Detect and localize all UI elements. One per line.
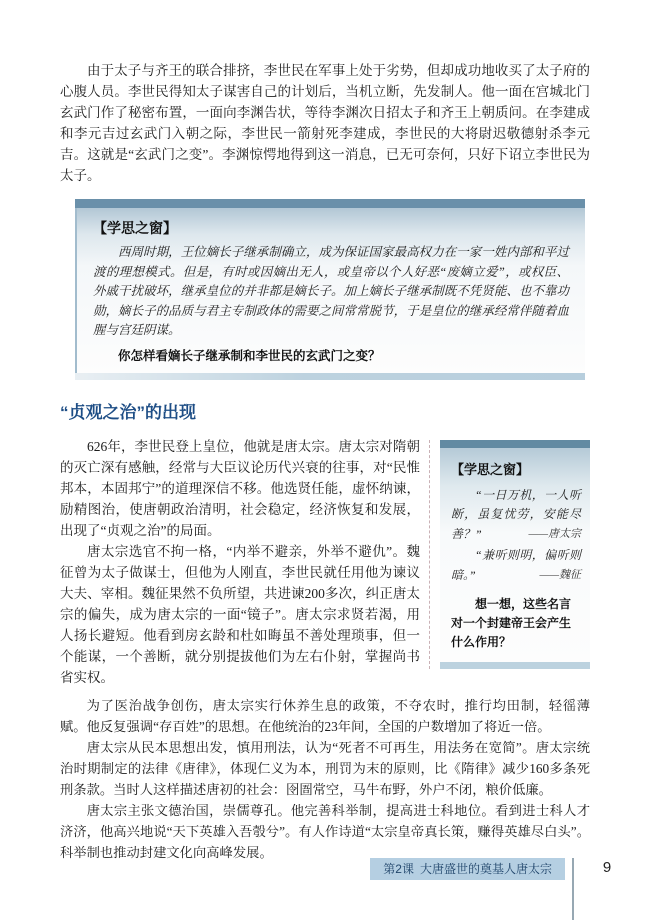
box-top-bar [75, 199, 585, 208]
quote-tang-taizong [451, 486, 581, 545]
section-paragraph: 唐太宗选官不拘一格，“内举不避亲，外举不避仇”。魏征曾为太子做谋士，但他为人刚直，李世民就任用他为谏议大夫、宰相。魏征果然不负所望，共进谏200多次，纠正唐太宗的偏失，成为唐太宗的一面“镜子”。唐太宗求贤若渴，用人扬长避短。他看到房玄龄和杜如晦虽不善处理琐事，但一个能谋，一个善断，就分别提拔他们为左右仆射，掌握尚书省实权。 [60, 543, 420, 685]
quote-author: ——唐太宗 [528, 527, 581, 540]
section-body [60, 436, 590, 688]
box-question: 你怎样看嫡长子继承制和李世民的玄武门之变？ [118, 348, 381, 363]
page-number: 9 [602, 859, 612, 876]
box-title: 【学思之窗】 [93, 220, 177, 236]
box-bottom-bar [75, 373, 585, 380]
quote-text: “一日万机，一人听断，虽复忧劳，安能尽善？” [451, 487, 581, 541]
sidebar-title: 【学思之窗】 [451, 461, 530, 477]
sidebar-body [440, 448, 590, 663]
body-paragraph: 唐太宗主张文德治国，崇儒尊孔。他完善科举制，提高进士科地位。看到进士科人才济济，他高兴地说“天下英雄入吾彀兮”。有人作诗道“太宗皇帝真长策，赚得英雄尽白头”。科举制也推动封建文化向高峰发展。 [60, 802, 590, 860]
section-heading: “贞观之治”的出现 [60, 402, 196, 422]
footer-divider-line [572, 858, 574, 920]
intro-paragraph: 由于太子与齐王的联合排挤，李世民在军事上处于劣势，但却成功地收买了太子府的心腹人员。李世民得知太子谋害自己的计划后，当机立断，先发制人。他一面在宫城北门玄武门作了秘密布置，一面向李渊告状，等待李渊次日招太子和齐王上朝质问。在李建成和李元吉过玄武门入朝之际，李世民一箭射死李建成，李世民的大将尉迟敬德射杀李元吉。这就是“玄武门之变”。李渊惊愕地得到这一消息，已无可奈何，只好下诏立李世民为太子。 [60, 63, 590, 183]
sidebar-question: 想一想，这些名言对一个封建帝王会产生什么作用？ [451, 597, 572, 649]
sidebar-bottom-bar [440, 662, 590, 669]
lesson-title: 大唐盛世的奠基人唐太宗 [419, 862, 552, 876]
bottom-paragraphs [60, 695, 590, 863]
box-body-text: 西周时期，王位嫡长子继承制确立，成为保证国家最高权力在一家一姓内部和平过渡的理想模式。但是，有时或因嫡出无人，或皇帝以个人好恶“废嫡立爱”，或权臣、外戚干扰破坏，继承皇位的并非都是嫡长子。加上嫡长子继承制既不凭贤能、也不靠功勋，嫡长子的品质与君主专制政体的需要之间常常脱节，于是皇位的继承经常伴随着血腥与宫廷阴谋。 [93, 245, 569, 337]
quote-author: ——魏征 [539, 568, 581, 581]
box-body [75, 208, 585, 373]
section-paragraph: 626年，李世民登上皇位，他就是唐太宗。唐太宗对隋朝的灭亡深有感触，经常与大臣议论历代兴衰的往事，对“民惟邦本，本固邦宁”的道理深信不移。他选贤任能，虚怀纳谏，励精图治，使唐朝政治清明，社会稳定，经济恢复和发展，出现了“贞观之治”的局面。 [60, 438, 420, 538]
sidebar-top-bar [440, 440, 590, 448]
sidebar-box-wrap [429, 440, 590, 670]
quote-text: “兼听则明，偏听则暗。” [451, 548, 581, 582]
quote-wei-zheng [451, 546, 581, 585]
xuesi-box-xuanwumen [75, 199, 585, 380]
xuesi-box-quotes [440, 440, 590, 670]
body-paragraph: 为了医治战争创伤，唐太宗实行休养生息的政策，不夺农时，推行均田制，轻徭薄赋。他反复强调“存百姓”的思想。在他统治的23年间，全国的户数增加了将近一倍。 [60, 697, 590, 734]
body-paragraph: 唐太宗从民本思想出发，慎用刑法，认为“死者不可再生，用法务在宽简”。唐太宗统治时期制定的法律《唐律》，体现仁义为本，刑罚为末的原则，比《隋律》减少160多条死刑条款。当时人这样描述唐初的社会：囹圄常空，马牛布野，外户不闭，粮价低廉。 [60, 739, 590, 797]
lesson-banner [370, 858, 565, 880]
lesson-number: 第2课 [383, 862, 414, 876]
